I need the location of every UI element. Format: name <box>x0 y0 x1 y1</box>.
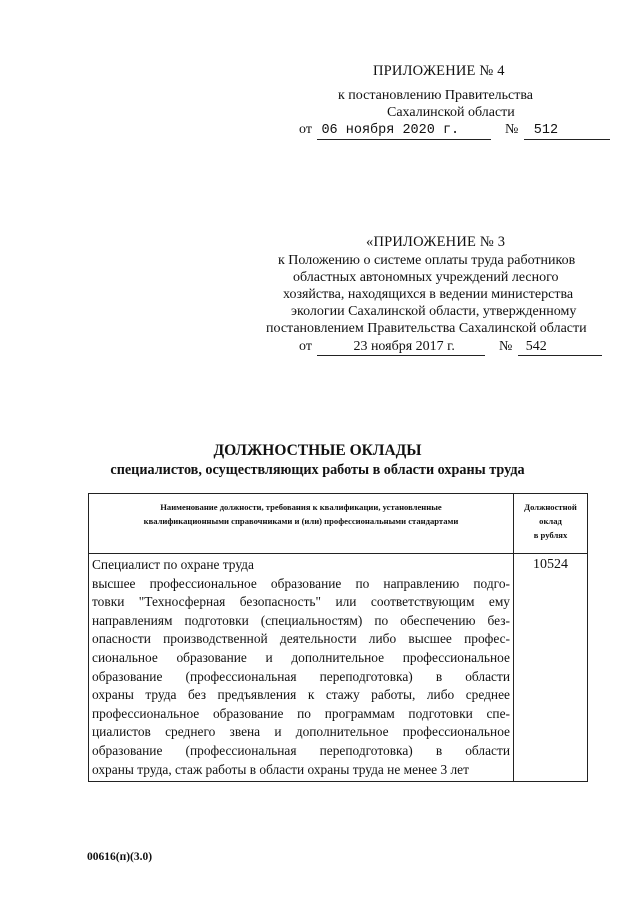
header-position-requirements <box>89 494 514 554</box>
footer-code: 00616(п)(3.0) <box>87 851 153 863</box>
requirement-line: высшее профессиональное образование по направлению подго- <box>92 575 510 591</box>
requirement-line: опасности производственной деятельности либо высшее профес- <box>92 631 510 647</box>
header-name-line-2: квалификационными справочниками и (или) профессиональными стандартами <box>143 516 459 526</box>
appendix-3-date-prefix: от <box>299 339 312 354</box>
requirement-line: образование (профессиональная переподготовка) в области <box>92 742 510 758</box>
appendix-4-title: ПРИЛОЖЕНИЕ № 4 <box>373 63 505 79</box>
document-title: ДОЛЖНОСТНЫЕ ОКЛАДЫ <box>213 442 422 459</box>
appendix-3-date-line <box>299 339 602 356</box>
appendix-3-line-5: постановлением Правительства Сахалинской области <box>266 321 587 336</box>
header-name-line-1: Наименование должности, требования к квалификации, установленные <box>160 502 442 512</box>
appendix-3-title: «ПРИЛОЖЕНИЕ № 3 <box>366 234 506 250</box>
salary-cell: 10524 <box>514 554 588 782</box>
appendix-3-line-2: областных автономных учреждений лесного <box>293 270 559 285</box>
header-pay-line-1: Должностной <box>524 502 577 512</box>
appendix-3-number-prefix: № <box>498 339 513 354</box>
appendix-4-line-2: Сахалинской области <box>387 105 515 120</box>
appendix-4-number-value: 512 <box>524 123 610 140</box>
requirement-line: профессиональное образование по программам подготовки спе- <box>92 705 510 721</box>
requirement-line: направлениям подготовки (специальностям) по обеспечению без- <box>92 612 510 628</box>
appendix-3-date-value: 23 ноября 2017 г. <box>317 339 485 356</box>
appendix-4-line-1: к постановлению Правительства <box>338 88 534 103</box>
requirement-line: сиональное образование и дополнительное профессиональное <box>92 649 510 665</box>
requirement-line: охраны труда, стаж работы в области охраны труда не менее 3 лет <box>92 761 469 777</box>
appendix-4-number-prefix: № <box>504 122 519 137</box>
document-subtitle: специалистов, осуществляющих работы в области охраны труда <box>110 462 525 478</box>
position-title: Специалист по охране труда <box>92 557 254 572</box>
requirement-line: товки "Техносферная безопасность" или соответствующим ему <box>92 594 510 610</box>
requirement-line: образование (профессиональная переподготовка) в области <box>92 668 510 684</box>
position-cell <box>89 554 514 782</box>
header-pay-line-3: в рублях <box>533 530 568 540</box>
appendix-3-line-1: к Положению о системе оплаты труда работников <box>278 253 576 268</box>
appendix-3-line-4: экологии Сахалинской области, утвержденному <box>291 304 577 319</box>
table-header-row <box>89 494 588 554</box>
salary-table <box>88 493 588 782</box>
header-pay-line-2: оклад <box>539 516 562 526</box>
appendix-3-number-value: 542 <box>518 339 602 356</box>
requirement-line: циалистов среднего звена и дополнительное профессиональное <box>92 724 510 740</box>
requirement-line: охраны труда без предъявления к стажу работы, либо среднее <box>92 687 510 703</box>
appendix-4-date-value: 06 ноября 2020 г. <box>317 123 491 140</box>
table-row <box>89 554 588 782</box>
header-salary <box>514 494 588 554</box>
appendix-3-line-3: хозяйства, находящихся в ведении министерства <box>283 287 574 302</box>
appendix-4-date-prefix: от <box>299 122 312 137</box>
appendix-4-date-line <box>299 122 610 140</box>
